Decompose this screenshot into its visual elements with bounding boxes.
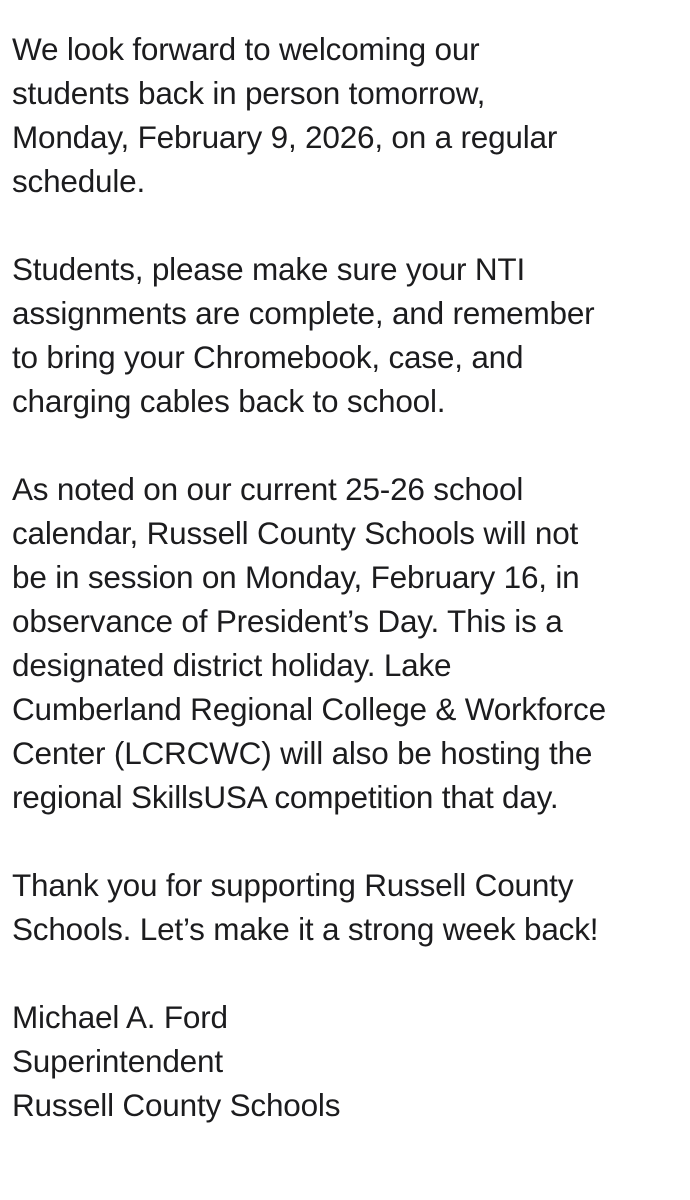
text-line: As noted on our current 25-26 school [12,471,524,507]
signature-title: Superintendent [12,1043,223,1079]
text-line: students back in person tomorrow, [12,75,486,111]
text-line: regional SkillsUSA competition that day. [12,779,559,815]
text-line: schedule. [12,163,146,199]
text-line: Cumberland Regional College & Workforce [12,691,606,727]
text-line: Thank you for supporting Russell County [12,867,574,903]
text-line: Monday, February 9, 2026, on a regular [12,119,558,155]
text-line: Center (LCRCWC) will also be hosting the [12,735,593,771]
message-body [12,27,684,1127]
paragraph-thank-you [12,863,684,951]
text-line: observance of President’s Day. This is a [12,603,563,639]
text-line: calendar, Russell County Schools will not [12,515,579,551]
paragraph-holiday-notice [12,467,684,819]
signature-name: Michael A. Ford [12,999,228,1035]
text-line: to bring your Chromebook, case, and [12,339,524,375]
text-line: assignments are complete, and remember [12,295,595,331]
paragraph-return-announcement [12,27,684,203]
signature-block [12,995,684,1127]
text-line: Schools. Let’s make it a strong week back! [12,911,599,947]
text-line: charging cables back to school. [12,383,446,419]
text-line: be in session on Monday, February 16, in [12,559,580,595]
text-line: Students, please make sure your NTI [12,251,525,287]
paragraph-student-reminder [12,247,684,423]
text-line: We look forward to welcoming our [12,31,480,67]
text-line: designated district holiday. Lake [12,647,452,683]
signature-organization: Russell County Schools [12,1087,341,1123]
